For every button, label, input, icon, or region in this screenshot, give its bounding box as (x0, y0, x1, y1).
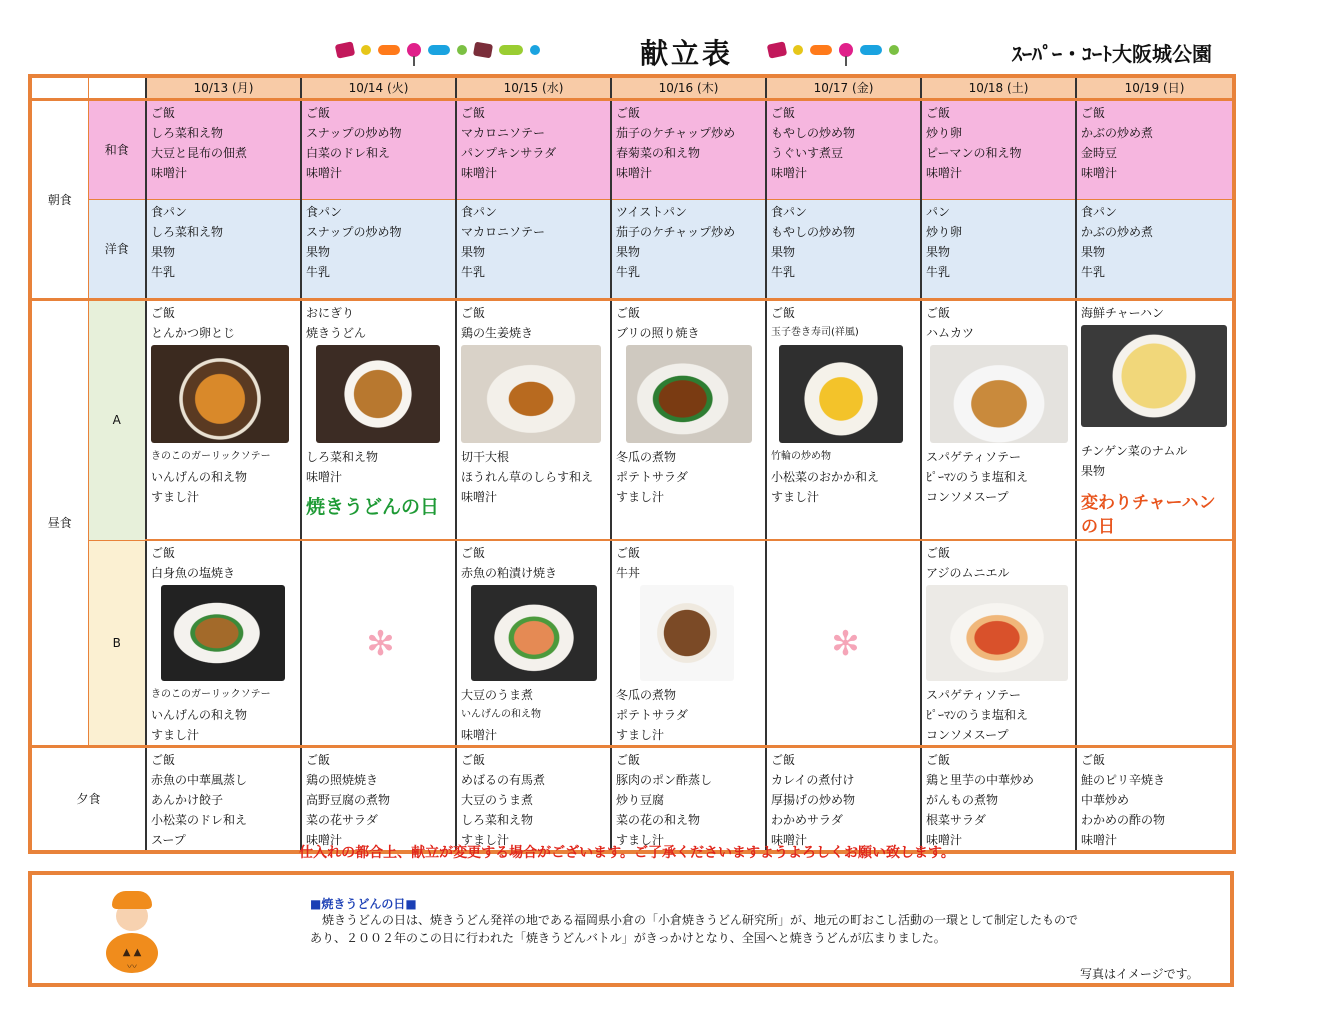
breakfast-western-cell: 食パン もやしの炒め物 果物 牛乳 (766, 200, 921, 300)
photo-note: 写真はイメージです。 (1080, 967, 1199, 981)
info-text: 焼きうどんの日は、焼きうどん発祥の地である福岡県小倉の「小倉焼きうどん研究所」が、地元の町おこし活動の一環として制定したものであり、２００２年のこの日に行われた「焼きうどんバトル」がきっかけとなり、全国へと焼きうどんが広まりました。 (310, 913, 1079, 945)
lunch-b-cell: ご飯 赤魚の粕漬け焼き 大豆のうま煮 いんげんの和え物 味噌汁 (456, 540, 611, 747)
teriyaki-buri-photo (626, 345, 752, 443)
dinner-cell: ご飯 カレイの煮付け 厚揚げの炒め物 わかめサラダ 味噌汁 (766, 747, 921, 853)
lunch-b-cell-empty (766, 540, 921, 747)
lunch-b-cell: ご飯 アジのムニエル スパゲティソテー ﾋﾟｰﾏﾝのうま塩和え コンソメスープ (921, 540, 1076, 747)
lunch-a-cell: ご飯 鶏の生姜焼き 切干大根 ほうれん草のしらす和え 味噌汁 (456, 300, 611, 541)
western-label: 洋食 (88, 200, 146, 300)
yakiudon-photo (316, 345, 440, 443)
menu-change-notice: 仕入れの都合上、献立が変更する場合がございます。ご了承くださいますようよろしくお願い致します。 (299, 845, 955, 861)
lunch-a-cell: ご飯 とんかつ卵とじ きのこのガーリックソテー いんげんの和え物 すまし汁 (146, 300, 301, 541)
date-header: 10/13 (月) (146, 76, 301, 100)
dinner-cell: ご飯 豚肉のポン酢蒸し 炒り豆腐 菜の花の和え物 すまし汁 (611, 747, 766, 853)
breakfast-japanese-cell: ご飯 しろ菜和え物 大豆と昆布の佃煮 味噌汁 (146, 100, 301, 200)
lunch-b-label: B (88, 540, 146, 747)
breakfast-western-cell: 食パン しろ菜和え物 果物 牛乳 (146, 200, 301, 300)
lunch-b-cell-empty (301, 540, 456, 747)
breakfast-japanese-cell: ご飯 茄子のケチャップ炒め 春菊菜の和え物 味噌汁 (611, 100, 766, 200)
info-title: ■焼きうどんの日■ (310, 897, 417, 911)
flower-icon: ✻ (831, 624, 860, 664)
dinner-cell: ご飯 鶏と里芋の中華炒め がんもの煮物 根菜サラダ 味噌汁 (921, 747, 1076, 853)
store-name: ｽｰﾊﾟｰ・ｺｰﾄ大阪城公園 (1012, 42, 1212, 66)
fried-rice-day-label: 変わりチャーハンの日 (1081, 493, 1216, 537)
breakfast-label: 朝食 (30, 100, 88, 300)
date-header-row (30, 76, 1234, 100)
lunch-a-cell: ご飯 ハムカツ スパゲティソテー ﾋﾟｰﾏﾝのうま塩和え コンソメスープ (921, 300, 1076, 541)
lunch-label: 昼食 (30, 300, 88, 747)
lunch-a-label: A (88, 300, 146, 541)
dinner-row (30, 747, 1234, 853)
lunch-b-row (30, 540, 1234, 747)
dinner-cell: ご飯 赤魚の中華風蒸し あんかけ餃子 小松菜のドレ和え スープ (146, 747, 301, 853)
lunch-a-row (30, 300, 1234, 541)
lunch-b-cell: ご飯 白身魚の塩焼き きのこのガーリックソテー いんげんの和え物 すまし汁 (146, 540, 301, 747)
dinner-label: 夕食 (76, 792, 101, 806)
lunch-a-cell: おにぎり 焼きうどん しろ菜和え物 味噌汁 焼きうどんの日 (301, 300, 456, 541)
dinner-cell: ご飯 めばるの有馬煮 大豆のうま煮 しろ菜和え物 すまし汁 (456, 747, 611, 853)
lunch-a-cell: ご飯 ブリの照り焼き 冬瓜の煮物 ポテトサラダ すまし汁 (611, 300, 766, 541)
flower-icon: ✻ (366, 624, 395, 664)
breakfast-japanese-cell: ご飯 もやしの炒め物 うぐいす煮豆 味噌汁 (766, 100, 921, 200)
candy-decoration-left (336, 38, 540, 62)
candy-decoration-right (768, 38, 899, 62)
ham-katsu-photo (930, 345, 1068, 443)
menu-table (28, 74, 1236, 854)
info-box (28, 871, 1234, 987)
date-header: 10/18 (土) (921, 76, 1076, 100)
aji-meuniere-photo (926, 585, 1068, 681)
breakfast-japanese-cell: ご飯 スナップの炒め物 白菜のドレ和え 味噌汁 (301, 100, 456, 200)
breakfast-japanese-cell: ご飯 かぶの炒め煮 金時豆 味噌汁 (1076, 100, 1234, 200)
egg-roll-sushi-photo (779, 345, 903, 443)
ginger-chicken-photo (461, 345, 601, 443)
page-header (0, 30, 1336, 70)
page-title: 献立表 (640, 37, 734, 70)
date-header: 10/19 (日) (1076, 76, 1234, 100)
date-header: 10/14 (火) (301, 76, 456, 100)
red-fish-photo (471, 585, 597, 681)
tonkatsu-photo (151, 345, 289, 443)
dinner-cell: ご飯 鶏の照焼焼き 高野豆腐の煮物 菜の花サラダ 味噌汁 (301, 747, 456, 853)
lunch-b-cell: ご飯 牛丼 冬瓜の煮物 ポテトサラダ すまし汁 (611, 540, 766, 747)
pumpkin-mascot-icon: ▲ ▲ 〰 (104, 889, 160, 975)
breakfast-western-row (30, 200, 1234, 300)
breakfast-western-cell: 食パン かぶの炒め煮 果物 牛乳 (1076, 200, 1234, 300)
gyudon-photo (640, 585, 734, 681)
breakfast-japanese-cell: ご飯 炒り卵 ピーマンの和え物 味噌汁 (921, 100, 1076, 200)
breakfast-western-cell: 食パン スナップの炒め物 果物 牛乳 (301, 200, 456, 300)
breakfast-japanese-cell: ご飯 マカロニソテー パンプキンサラダ 味噌汁 (456, 100, 611, 200)
breakfast-western-cell: ツイストパン 茄子のケチャップ炒め 果物 牛乳 (611, 200, 766, 300)
dinner-cell: ご飯 鮭のピリ辛焼き 中華炒め わかめの酢の物 味噌汁 (1076, 747, 1234, 853)
lunch-a-cell: 海鮮チャーハン チンゲン菜のナムル 果物 変わりチャーハンの日 (1076, 300, 1234, 541)
breakfast-japanese-row (30, 100, 1234, 200)
date-header: 10/17 (金) (766, 76, 921, 100)
japanese-label: 和食 (88, 100, 146, 200)
lunch-a-cell: ご飯 玉子巻き寿司(祥風) 竹輪の炒め物 小松菜のおかか和え すまし汁 (766, 300, 921, 541)
breakfast-western-cell: 食パン マカロニソテー 果物 牛乳 (456, 200, 611, 300)
fried-rice-photo (1081, 325, 1227, 427)
white-fish-photo (161, 585, 285, 681)
breakfast-western-cell: パン 炒り卵 果物 牛乳 (921, 200, 1076, 300)
yakiudon-day-label: 焼きうどんの日 (306, 496, 440, 518)
date-header: 10/15 (水) (456, 76, 611, 100)
date-header: 10/16 (木) (611, 76, 766, 100)
lunch-b-cell-empty (1076, 540, 1234, 747)
